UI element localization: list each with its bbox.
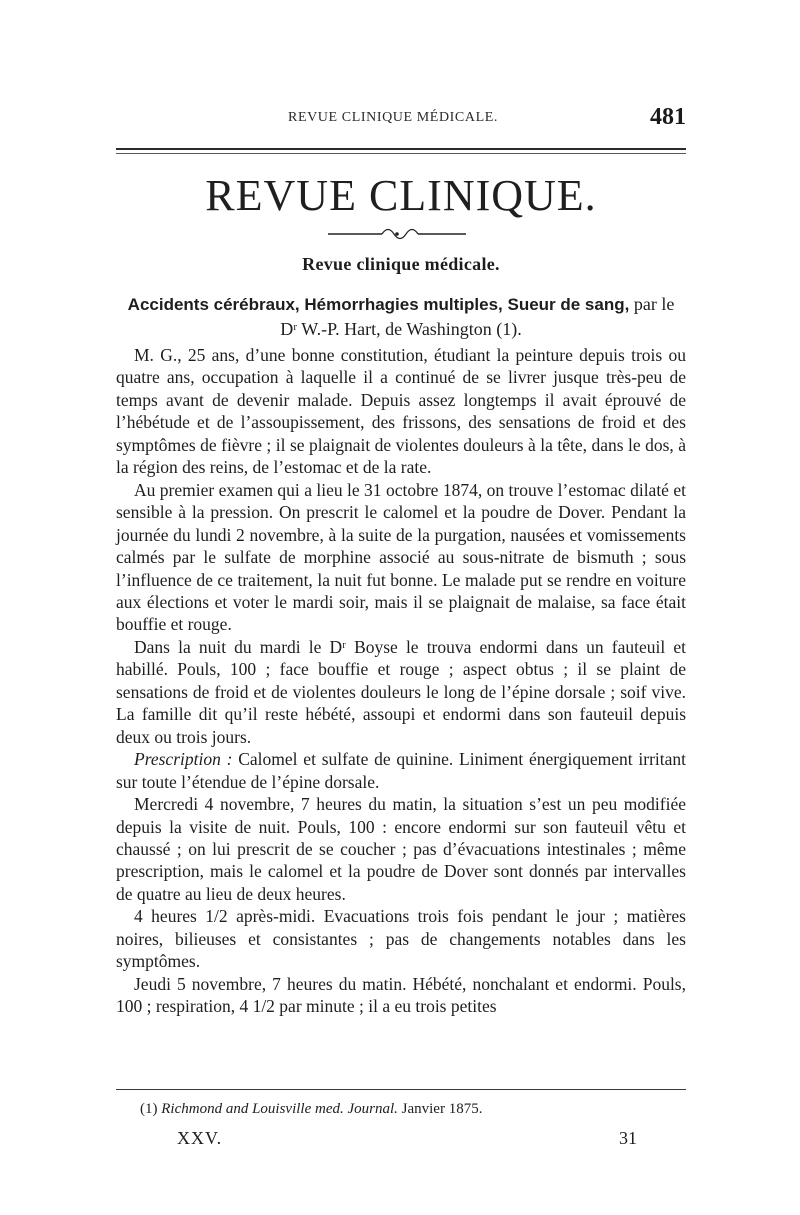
article-title: Accidents cérébraux, Hémorrhagies multiples, Sueur de sang, <box>127 295 630 314</box>
article-body <box>116 344 686 1018</box>
running-title: REVUE CLINIQUE MÉDICALE. <box>288 110 498 125</box>
article-paragraph: Au premier examen qui a lieu le 31 octobre 1874, on trouve l’estomac dilaté et sensible à la pression. On prescrit le calomel et la poudre de Dover. Pendant la journée du lundi 2 novembre, à la suite de la purgation, nausées et vomissements calmés par le sulfate de morphine associé au sous-nitrate de bismuth ; sous l’influence de ce traitement, la nuit fut bonne. Le malade put se rendre en voiture aux élections et voter le mardi soir, mais il se plaignait de malaise, sa face était bouffie et rouge. <box>116 479 686 635</box>
header-rule <box>116 148 686 150</box>
article-attribution-prefix: par le <box>633 294 675 314</box>
subsection-title: Revue clinique médicale. <box>302 254 500 274</box>
footnote-journal: Richmond and Louisville med. Journal. <box>161 1101 398 1117</box>
footnote-marker: (1) <box>140 1101 158 1117</box>
signature-volume: XXV. <box>177 1128 223 1148</box>
page-number: 481 <box>650 104 686 130</box>
section-title: REVUE CLINIQUE. <box>205 171 597 220</box>
article-author: Dʳ W.-P. Hart, de Washington (1). <box>280 319 522 339</box>
signature-sheet: 31 <box>619 1128 637 1148</box>
prescription-paragraph <box>116 748 686 793</box>
prescription-text: Calomel et sulfate de quinine. Liniment énergiquement irritant sur toute l’étendue de l’épine dorsale. <box>116 749 687 792</box>
running-header <box>116 104 686 138</box>
article-paragraph: Jeudi 5 novembre, 7 heures du matin. Hébété, nonchalant et endormi. Pouls, 100 ; respiration, 4 1/2 par minute ; il a eu trois petites <box>116 973 686 1017</box>
article-paragraph: Mercredi 4 novembre, 7 heures du matin, la situation s’est un peu modifiée depuis la visite de nuit. Pouls, 100 : encore endormi sur son fauteuil vêtu et chaussé ; on lui prescrit de se coucher ; pas d’évacuations intestinales ; même prescription, mais le calomel et la poudre de Dover sont donnés par intervalles de quatre au lieu de deux heures. <box>116 794 686 904</box>
header-rule-secondary <box>116 153 686 154</box>
ornament-divider <box>328 225 466 243</box>
footnote-rule <box>116 1089 686 1090</box>
prescription-label: Prescription : <box>134 749 233 770</box>
article-paragraph: M. G., 25 ans, d’une bonne constitution, étudiant la peinture depuis trois ou quatre ans, occupation à laquelle il a continué de se livrer jusque très-peu de temps avant de devenir malade. Depuis assez longtemps il avait éprouvé de l’hébétude et de l’assoupissement, des frissons, des sensations de froid et des symptômes de fièvre ; il se plaignait de violentes douleurs à la tête, dans le dos, à la région des reins, de l’estomac et de la rate. <box>116 345 686 478</box>
footnote-date: Janvier 1875. <box>401 1101 483 1117</box>
article-heading <box>116 292 686 342</box>
footnote <box>140 1099 670 1119</box>
article-paragraph: 4 heures 1/2 après-midi. Evacuations trois fois pendant le jour ; matières noires, bilieuses et consistantes ; pas de changements notables dans les symptômes. <box>116 906 686 972</box>
article-paragraph: Dans la nuit du mardi le Dʳ Boyse le trouva endormi dans un fauteuil et habillé. Pouls, 100 ; face bouffie et rouge ; aspect obtus ; il se plaint de sensations de froid et de violentes douleurs le long de l’épine dorsale ; soif vive. La famille dit qu’il reste hébété, assoupi et endormi dans son fauteuil depuis deux ou trois jours. <box>116 636 686 747</box>
